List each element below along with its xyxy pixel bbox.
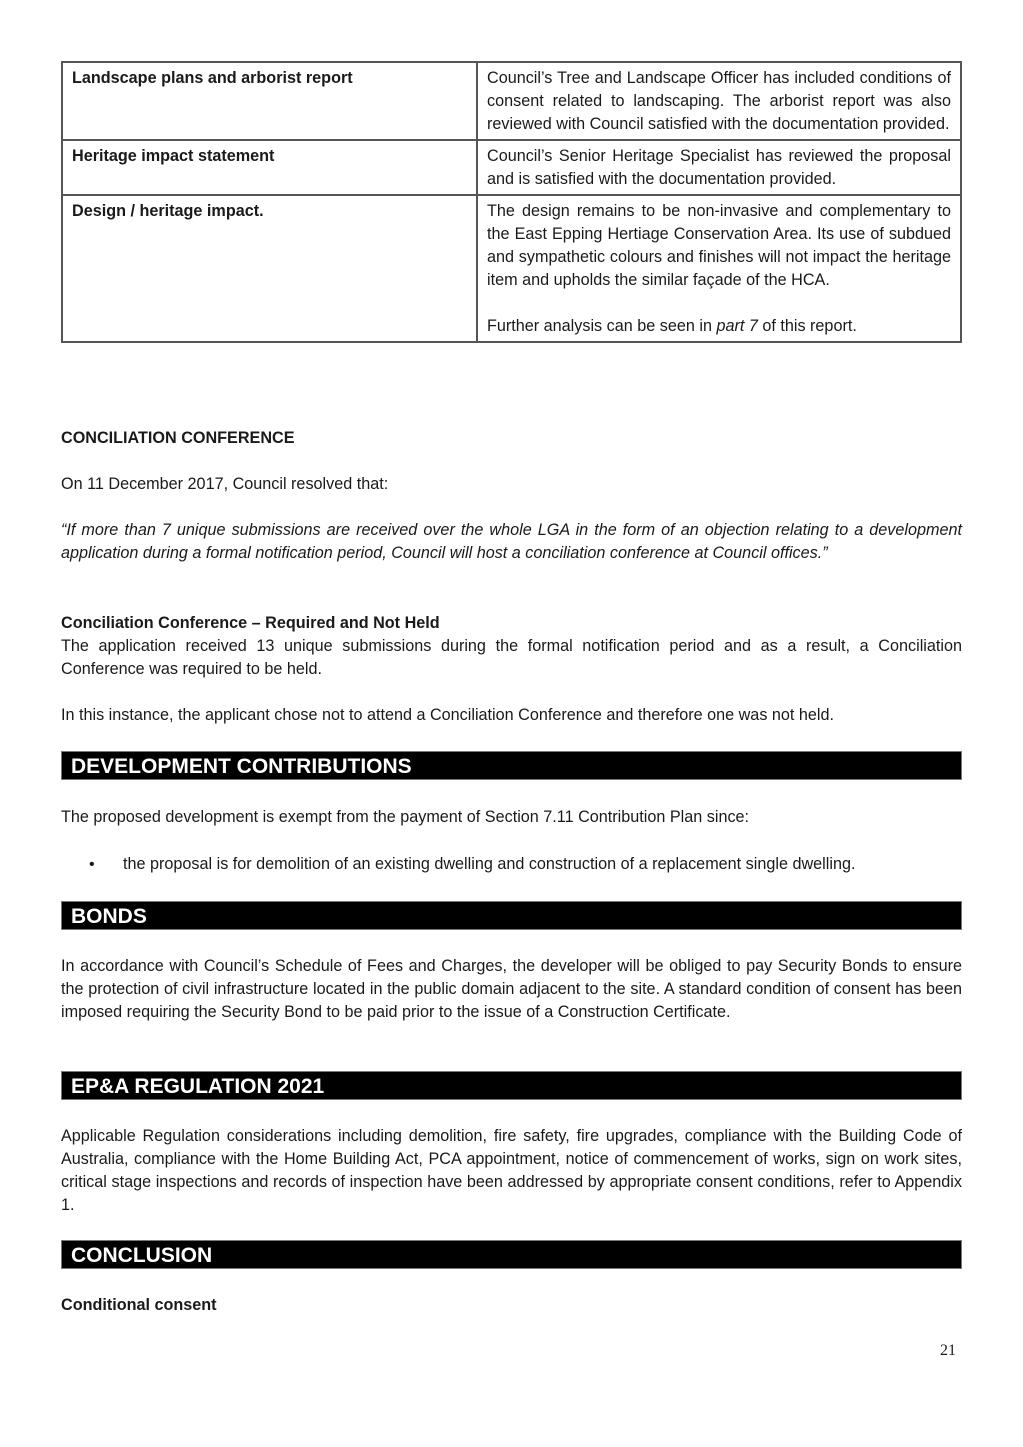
- bullet-icon: •: [89, 856, 95, 873]
- section-heading-regulation: EP&A REGULATION 2021: [61, 1071, 962, 1100]
- part-reference: part 7: [716, 317, 758, 335]
- bonds-paragraph: In accordance with Council’s Schedule of Fees and Charges, the developer will be obliged to pay Security Bonds to ensure the protection of civil infrastructure located in the public domain adjacent to the site. A standard condition of consent has been imposed requiring the Security Bond to be paid prior to the issue of a Construction Certificate.: [61, 957, 962, 1021]
- regulation-paragraph: Applicable Regulation considerations including demolition, fire safety, fire upgrades, compliance with the Building Code of Australia, compliance with the Home Building Act, PCA appointment, notice of commencement of works, sign on work sites, critical stage inspections and records of inspection have been addressed by appropriate consent conditions, refer to Appendix 1.: [61, 1127, 962, 1214]
- table-cell-item: Landscape plans and arborist report: [62, 62, 477, 140]
- conclusion-subheading: Conditional consent: [61, 1296, 217, 1314]
- table-cell-comment: Council’s Senior Heritage Specialist has reviewed the proposal and is satisfied with the documentation provided.: [477, 140, 961, 195]
- applicant-paragraph: In this instance, the applicant chose not to attend a Conciliation Conference and therefore one was not held.: [61, 706, 835, 724]
- bullet-text: the proposal is for demolition of an existing dwelling and construction of a replacement single dwelling.: [123, 855, 856, 873]
- table-cell-comment: Council’s Tree and Landscape Officer has included conditions of consent related to landscaping. The arborist report was also reviewed with Council satisfied with the documentation provided.: [477, 62, 961, 140]
- table-row: [62, 140, 961, 195]
- table-cell-item: Heritage impact statement: [62, 140, 477, 195]
- section-heading-contributions: DEVELOPMENT CONTRIBUTIONS: [61, 751, 962, 780]
- contributions-intro: The proposed development is exempt from the payment of Section 7.11 Contribution Plan since:: [61, 808, 750, 826]
- table-row: [62, 62, 961, 140]
- design-comment-text: The design remains to be non-invasive and complementary to the East Epping Hertiage Conservation Area. Its use of subdued and sympathetic colours and finishes will not impact the heritage item and upholds the similar façade of the HCA.: [487, 202, 951, 289]
- council-resolved-text: On 11 December 2017, Council resolved that:: [61, 475, 389, 493]
- resolution-quote: “If more than 7 unique submissions are received over the whole LGA in the form of an objection relating to a development application during a formal notification period, Council will host a conciliation conference at Council offices.”: [61, 521, 962, 562]
- conciliation-heading: CONCILIATION CONFERENCE: [61, 429, 295, 447]
- conciliation-subheading: Conciliation Conference – Required and Not Held: [61, 614, 440, 632]
- table-cell-item: Design / heritage impact.: [62, 195, 477, 342]
- submissions-paragraph: The application received 13 unique submissions during the formal notification period and as a result, a Conciliation Conference was required to be held.: [61, 637, 962, 678]
- further-analysis-text: Further analysis can be seen in part 7 of this report.: [487, 317, 857, 335]
- section-heading-bonds: BONDS: [61, 901, 962, 930]
- section-heading-conclusion: CONCLUSION: [61, 1240, 962, 1269]
- page-number: 21: [940, 1342, 956, 1359]
- table-cell-comment: [477, 195, 961, 342]
- table-row: [62, 195, 961, 342]
- assessment-table: [61, 61, 962, 343]
